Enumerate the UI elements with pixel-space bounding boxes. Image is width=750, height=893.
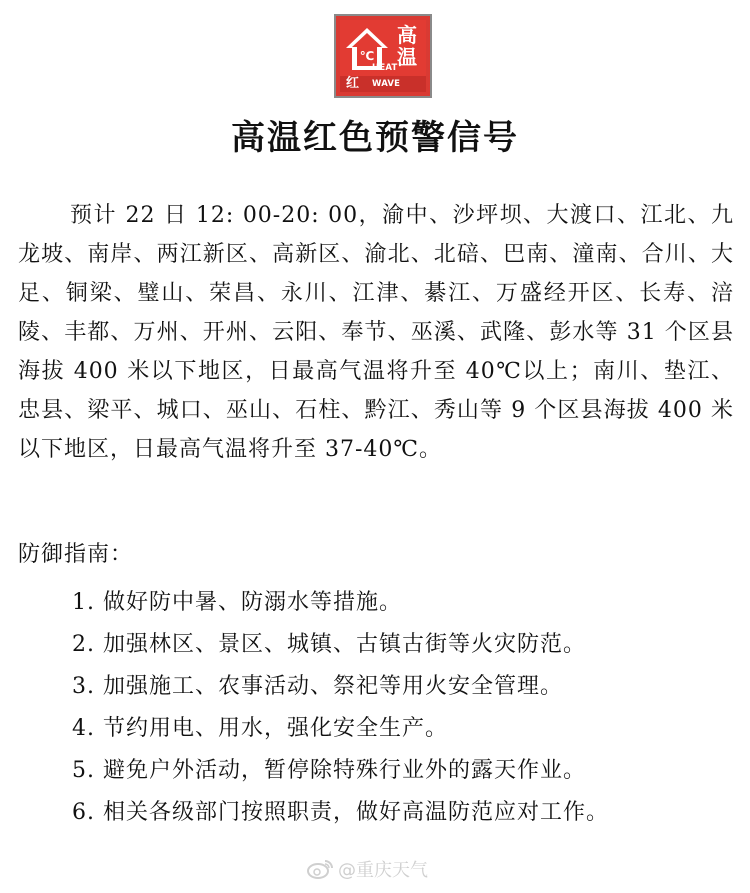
warning-paragraph: 预计 22 日 12: 00-20: 00，渝中、沙坪坝、大渡口、江北、九龙坡、南岸、两江新区、高新区、渝北、北碚、巴南、潼南、合川、大足、铜梁、璧山、荣昌、永川、江津、綦江、万盛经开区、长寿、涪陵、丰都、万州、开州、云阳、奉节、巫溪、武隆、彭水等 31 个区县海拔 400 米以下地区，日最高气温将升至 40℃以上；南川、垫江、忠县、梁平、城口、巫山、石柱、黔江、秀山等 9 个区县海拔 400 米以下地区，日最高气温将升至 37-40℃。 (18, 203, 734, 462)
list-item: 2. 加强林区、景区、城镇、古镇古街等火灾防范。 (72, 632, 586, 657)
defense-guide-list (72, 582, 609, 834)
celsius-symbol: ℃ (359, 49, 375, 63)
list-item: 1. 做好防中暑、防溺水等措施。 (72, 590, 402, 615)
list-item: 5. 避免户外活动，暂停除特殊行业外的露天作业。 (72, 758, 586, 783)
weibo-icon (306, 858, 334, 880)
signal-english-label: HEAT WAVE (372, 63, 401, 89)
signal-vertical-label: 高温 (397, 23, 417, 69)
weibo-watermark (306, 856, 428, 882)
page-title: 高温红色预警信号 (231, 118, 519, 158)
signal-icon-background (340, 20, 426, 92)
list-item: 4. 节约用电、用水，强化安全生产。 (72, 716, 448, 741)
watermark-text: @重庆天气 (338, 860, 428, 881)
heat-wave-red-signal-icon (334, 14, 432, 98)
list-item: 6. 相关各级部门按照职责，做好高温防范应对工作。 (72, 800, 609, 825)
list-item: 3. 加强施工、农事活动、祭祀等用火安全管理。 (72, 674, 563, 699)
defense-guide-heading: 防御指南： (18, 542, 134, 567)
signal-bottom-bar (340, 63, 426, 92)
signal-color-char: 红 (346, 76, 360, 91)
